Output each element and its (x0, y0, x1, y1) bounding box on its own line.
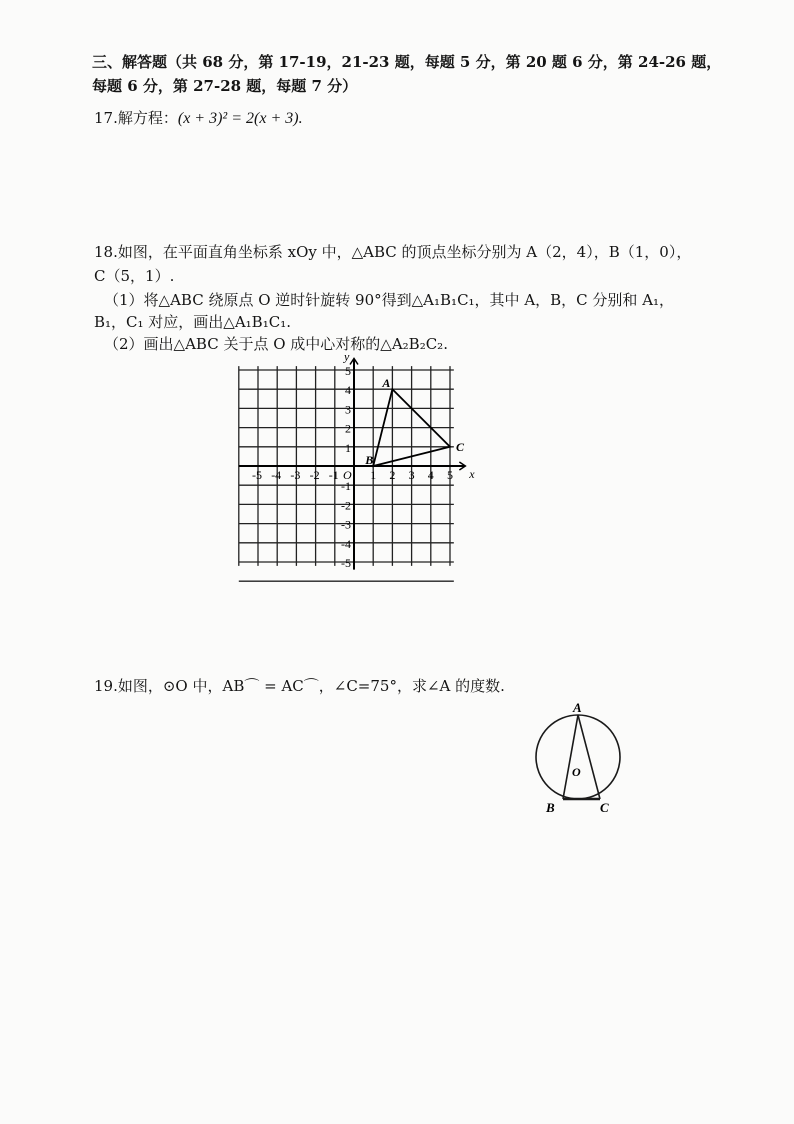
circle-o (536, 715, 620, 799)
vertex-b-label: B (365, 453, 374, 467)
x-tick-label: 3 (408, 468, 415, 482)
label-a: A (573, 700, 582, 715)
y-tick-label: -2 (341, 498, 351, 513)
q18-part1-line2: B₁，C₁ 对应，画出△A₁B₁C₁. (94, 313, 291, 331)
section-heading-line2: 每题 6 分，第 27-28 题，每题 7 分） (92, 77, 358, 95)
y-tick-label: -3 (341, 517, 351, 532)
chord-ab (563, 715, 578, 799)
y-tick-label: 5 (345, 364, 351, 378)
chord-ac (578, 715, 600, 799)
x-tick-label: -1 (328, 468, 339, 482)
x-tick-label: 1 (370, 468, 377, 482)
coordinate-grid-figure (230, 349, 475, 582)
x-tick-label: 2 (389, 468, 396, 482)
x-tick-label: 5 (447, 468, 453, 482)
y-tick-label: 3 (345, 402, 351, 417)
q17-prefix: 17.解方程： (94, 109, 178, 127)
y-tick-label: 1 (345, 440, 351, 455)
y-tick-label: -4 (341, 536, 351, 551)
label-c: C (600, 800, 609, 815)
circle-figure (528, 698, 628, 818)
y-axis-label: y (344, 349, 350, 364)
x-tick-label: -4 (271, 468, 282, 482)
q18-line2: C（5，1）. (94, 267, 175, 285)
y-tick-label: -1 (341, 479, 351, 494)
q18-line1: 18.如图，在平面直角坐标系 xOy 中，△ABC 的顶点坐标分别为 A（2，4），B（1，0）， (94, 243, 692, 261)
x-tick-label: 4 (427, 468, 434, 482)
label-o: O (572, 765, 581, 779)
grid-labels (252, 349, 475, 570)
y-tick-label: -5 (341, 556, 351, 570)
section-heading-line1: 三、解答题（共 68 分，第 17-19，21-23 题，每题 5 分，第 20 题 6 分，第 24-26 题， (92, 53, 722, 71)
q18-part2: （2）画出△ABC 关于点 O 成中心对称的△A₂B₂C₂. (104, 335, 448, 353)
x-tick-label: -2 (309, 468, 320, 482)
x-tick-label: -5 (252, 468, 262, 482)
y-tick-label: 2 (345, 421, 351, 436)
x-axis-label: x (469, 467, 475, 481)
q17 (94, 108, 303, 129)
vertex-a-label: A (382, 376, 391, 391)
q17-equation: (x + 3)² = 2(x + 3). (177, 110, 303, 127)
x-tick-label: -3 (290, 468, 301, 482)
origin-label: O (343, 468, 352, 482)
vertex-c-label: C (456, 439, 465, 454)
label-b: B (546, 800, 555, 815)
q18-part1-line1: （1）将△ABC 绕原点 O 逆时针旋转 90°得到△A₁B₁C₁，其中 A，B，C 分别和 A₁， (104, 291, 675, 309)
y-tick-label: 4 (345, 383, 351, 398)
q19-text: 19.如图，⊙O 中，AB⌒ = AC⌒，∠C=75°，求∠A 的度数. (94, 677, 505, 695)
